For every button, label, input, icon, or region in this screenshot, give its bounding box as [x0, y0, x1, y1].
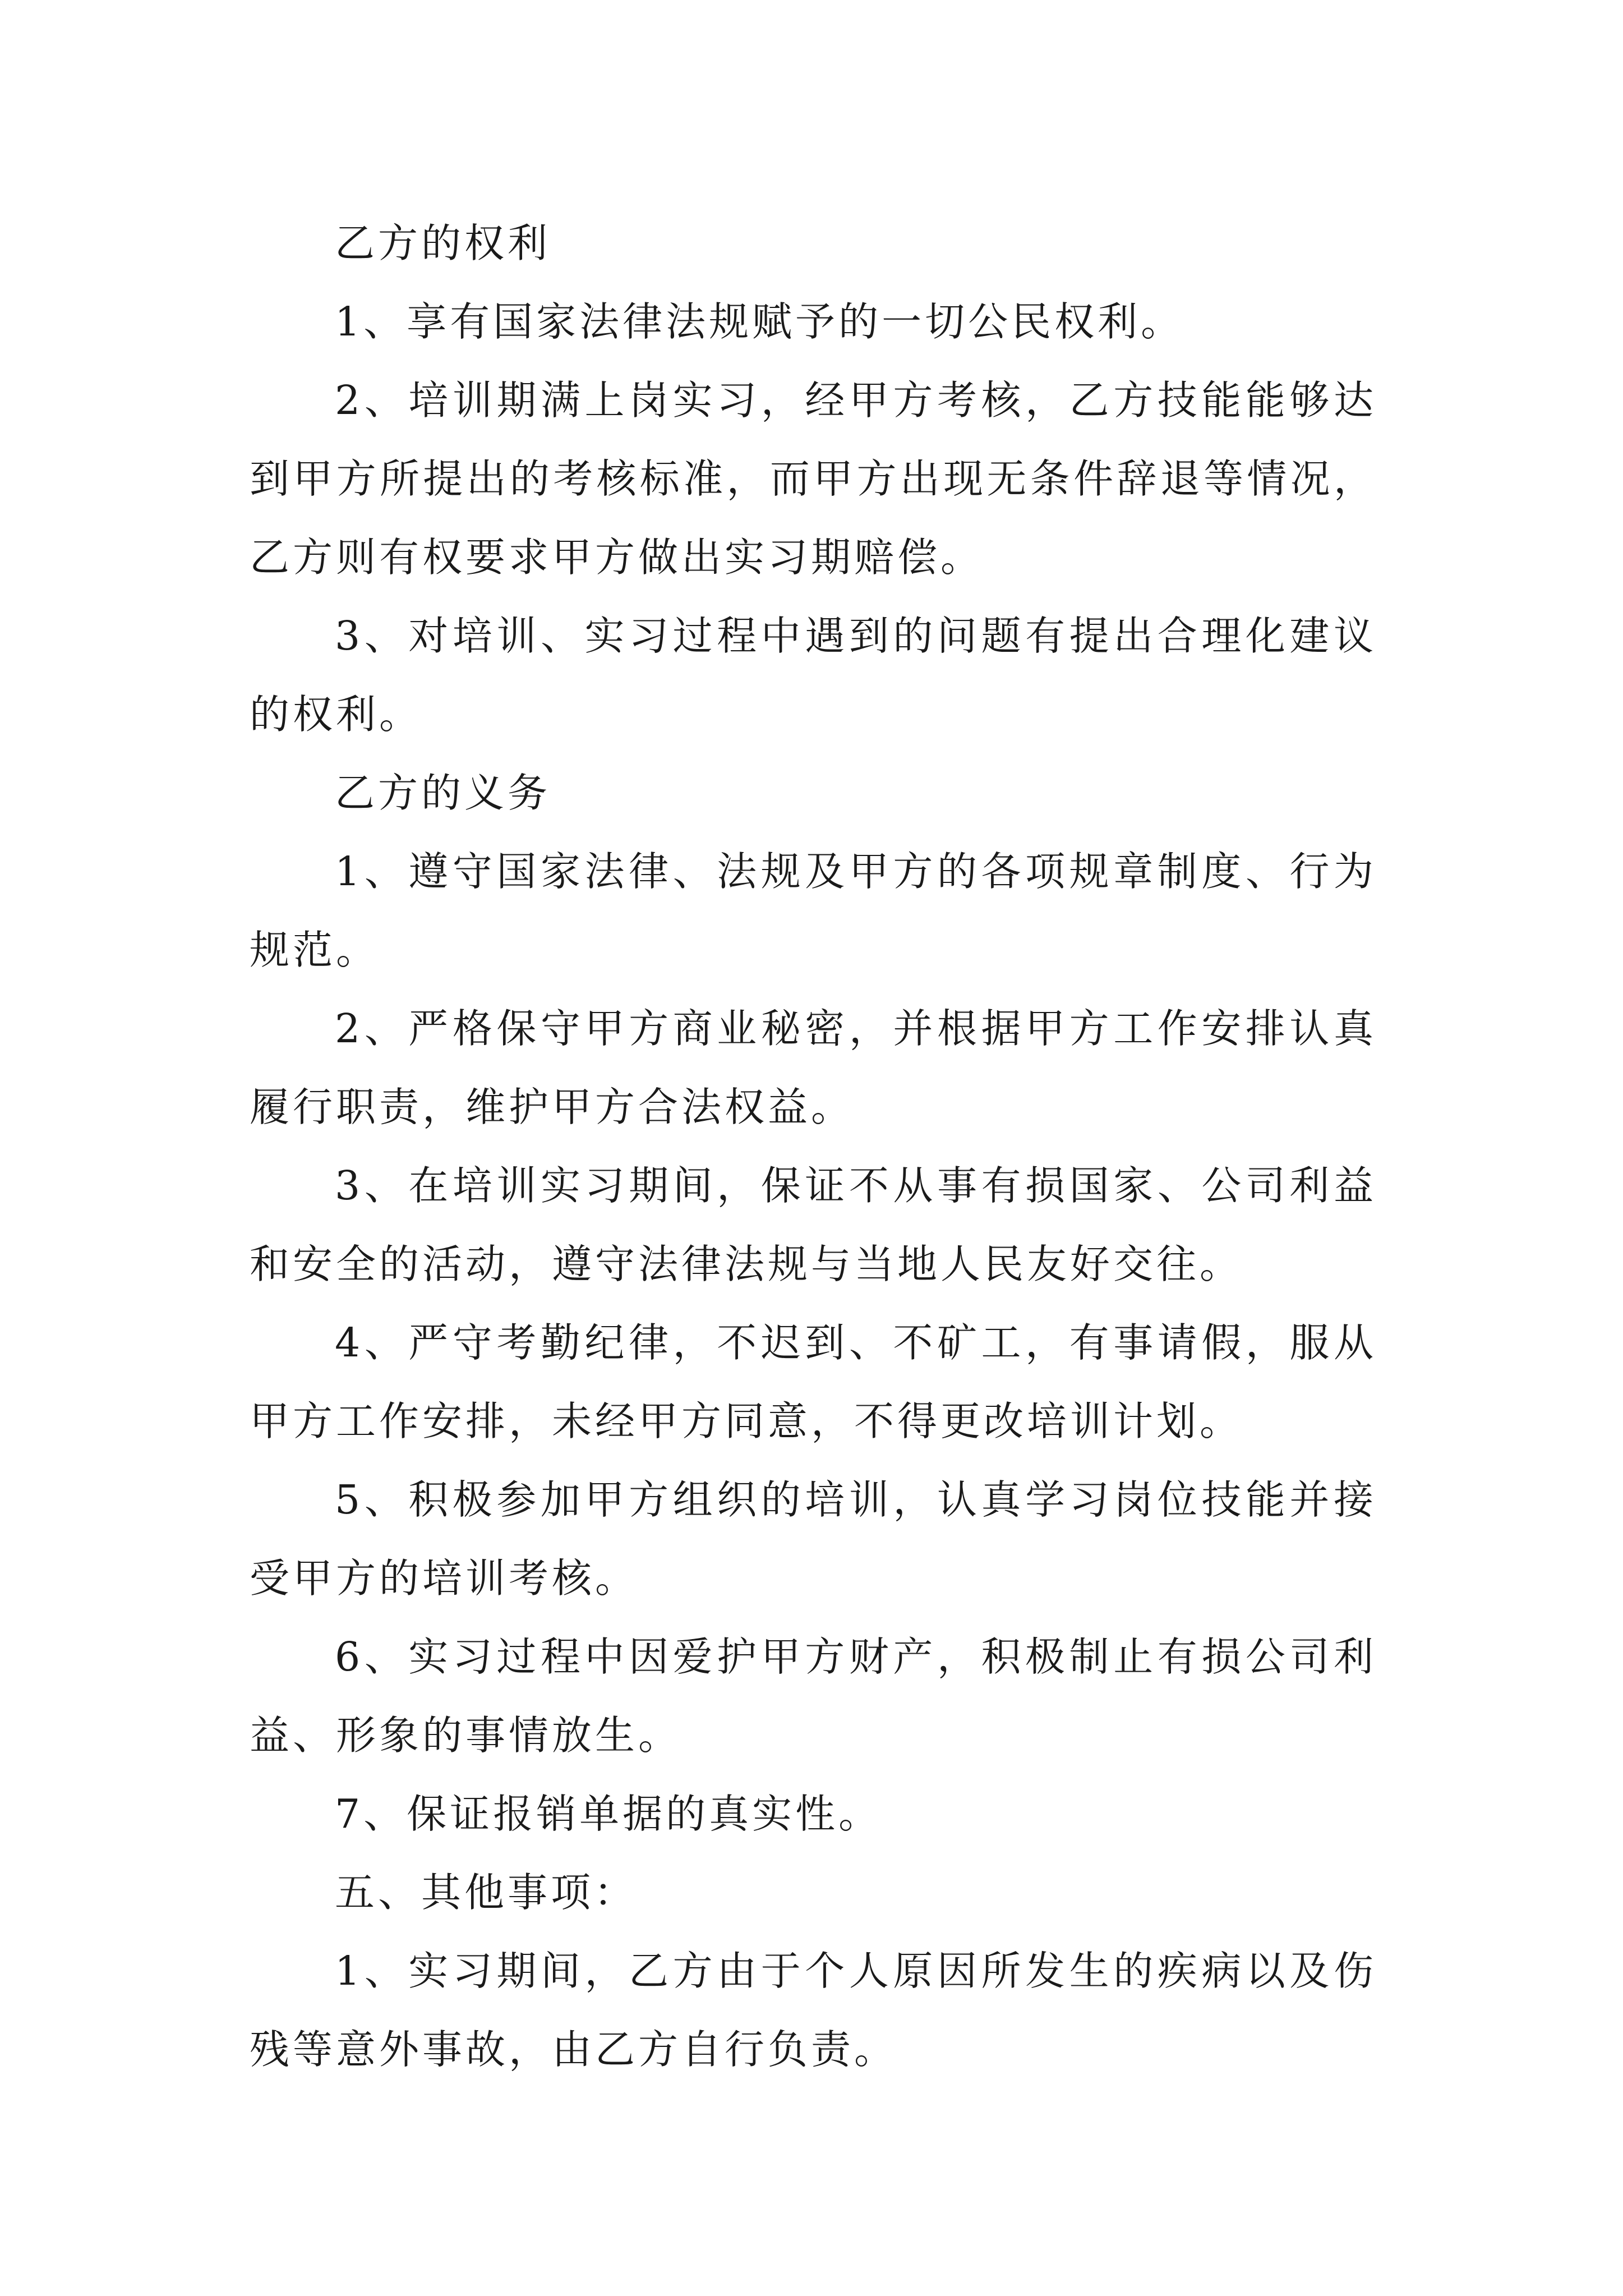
section-heading-obligations: 乙方的义务: [335, 770, 551, 816]
obligations-item-1: 1、遵守国家法律、法规及甲方的各项规章制度、行为规范。: [250, 848, 1377, 973]
section-heading-rights: 乙方的权利: [335, 220, 551, 266]
document-body: [250, 204, 1377, 2089]
other-item-1: 1、实习期间，乙方由于个人原因所发生的疾病以及伤残等意外事故，由乙方自行负责。: [250, 1948, 1377, 2073]
section-heading-other: 五、其他事项：: [335, 1869, 638, 1916]
obligations-item-7: 7、保证报销单据的真实性。: [335, 1791, 882, 1837]
obligations-item-4: 4、严守考勤纪律，不迟到、不矿工，有事请假，服从甲方工作安排，未经甲方同意，不得更改培训计划。: [250, 1319, 1377, 1444]
rights-item-1: 1、享有国家法律法规赋予的一切公民权利。: [335, 298, 1184, 345]
obligations-item-6: 6、实习过程中因爱护甲方财产，积极制止有损公司利益、形象的事情放生。: [250, 1634, 1377, 1759]
rights-item-2: 2、培训期满上岗实习，经甲方考核，乙方技能能够达到甲方所提出的考核标准，而甲方出现无条件辞退等情况，乙方则有权要求甲方做出实习期赔偿。: [250, 377, 1377, 581]
rights-item-3: 3、对培训、实习过程中遇到的问题有提出合理化建议的权利。: [250, 613, 1377, 738]
obligations-item-3: 3、在培训实习期间，保证不从事有损国家、公司利益和安全的活动，遵守法律法规与当地人民友好交往。: [250, 1162, 1377, 1287]
obligations-item-2: 2、严格保守甲方商业秘密，并根据甲方工作安排认真履行职责，维护甲方合法权益。: [250, 1005, 1377, 1130]
obligations-item-5: 5、积极参加甲方组织的培训，认真学习岗位技能并接受甲方的培训考核。: [250, 1476, 1377, 1602]
